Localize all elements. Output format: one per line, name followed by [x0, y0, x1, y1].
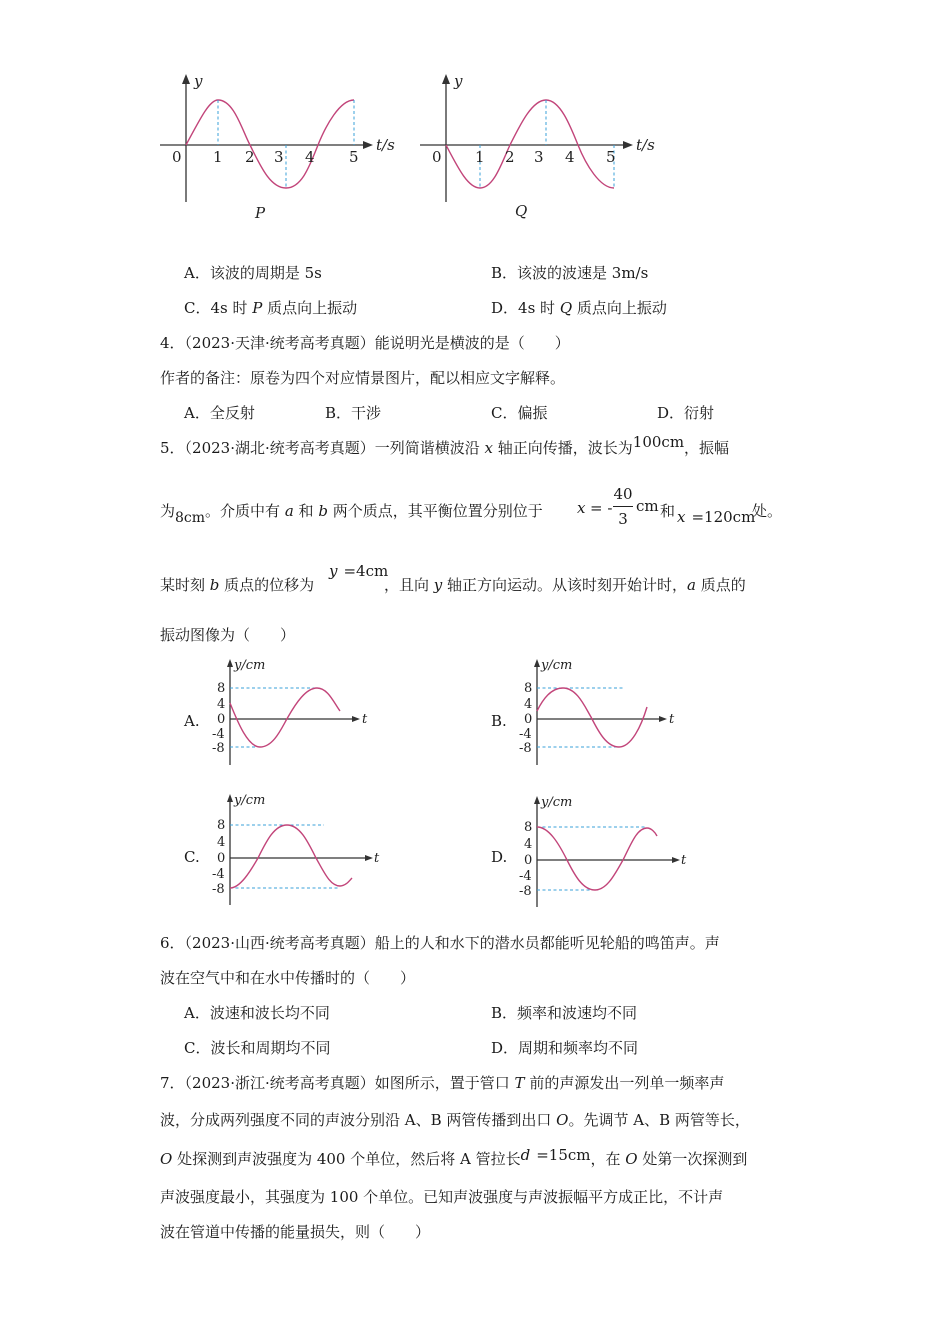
q6-option-d[interactable]: D．周期和频率均不同 [491, 1039, 639, 1057]
q5-graph-b-ytick: -8 [519, 741, 532, 756]
q5-line3-rest [384, 575, 746, 595]
q5-graph-c-ylabel: y/cm [234, 793, 266, 808]
figure-q-graph [410, 70, 670, 230]
q3-option-d-pre: D．4s 时 [491, 299, 560, 317]
q7-var-o: O [160, 1150, 173, 1168]
q5-graph-a-tlabel: t [362, 712, 368, 727]
q5-graph-c-tlabel: t [374, 851, 380, 866]
figure-q-tick: 2 [505, 148, 515, 166]
q5-xa-lhs: x [577, 499, 586, 517]
q5-text: 某时刻 [160, 576, 210, 594]
figure-p-tick: 1 [213, 148, 223, 166]
q5-graph-b-ytick: 4 [524, 697, 533, 712]
figure-p-label: P [255, 204, 266, 222]
figure-p-tick: 4 [305, 148, 315, 166]
q3-option-d-var: Q [559, 299, 573, 317]
q5-var-b: b [318, 502, 328, 520]
q7-line3 [160, 1146, 748, 1169]
q5-line4: 振动图像为（ ） [160, 626, 296, 644]
q4-option-b[interactable]: B．干涉 [325, 404, 382, 422]
q5-graph-d-ytick: 4 [524, 837, 533, 852]
q5-xa-fraction-bar [613, 506, 633, 507]
q5-text: 两个质点，其平衡位置分别位于 [327, 502, 543, 520]
q7-var-t: T [514, 1074, 525, 1092]
q7-text: 波，分成两列强度不同的声波分别沿 A、B 两管传播到出口 [160, 1111, 557, 1129]
q5-option-c-label[interactable]: C. [184, 848, 200, 866]
figure-q-ylabel: y [454, 72, 463, 90]
q6-line1: 6．（2023·山西·统考高考真题）船上的人和水下的潜水员都能听见轮船的鸣笛声。声 [160, 934, 720, 952]
q7-var-o: O [556, 1111, 569, 1129]
q5-text: 轴正向传播，波长为 [493, 439, 633, 457]
q6-option-a[interactable]: A．波速和波长均不同 [184, 1004, 330, 1022]
q5-graph-b-tlabel: t [669, 712, 675, 727]
q4-option-a[interactable]: A．全反射 [184, 404, 255, 422]
q3-option-c-post: 质点向上振动 [262, 299, 358, 317]
q5-text: ，振幅 [684, 439, 730, 457]
figure-q-tick: 3 [534, 148, 544, 166]
q5-text: 和 [293, 502, 319, 520]
q5-graph-b-ytick: 0 [524, 712, 533, 727]
q5-var-a: a [687, 576, 696, 594]
q5-text: 5．（2023·湖北·统考高考真题）一列简谐横波沿 [160, 439, 485, 457]
q5-graph-a-ytick: 4 [217, 697, 226, 712]
q5-graph-b-ytick: 8 [524, 681, 533, 696]
q3-option-b[interactable]: B．该波的波速是 3m/s [491, 264, 649, 282]
figure-q-tick: 4 [565, 148, 575, 166]
q4-stem: 4．（2023·天津·统考高考真题）能说明光是横波的是（ ） [160, 334, 570, 352]
q5-graph-d[interactable] [507, 792, 687, 912]
q7-line2 [160, 1110, 750, 1130]
figure-q-label: Q [515, 202, 528, 220]
q5-graph-c-ytick: 0 [217, 851, 226, 866]
q5-graph-c-ytick: 4 [217, 835, 226, 850]
q4-note: 作者的备注：原卷为四个对应情景图片，配以相应文字解释。 [160, 369, 566, 387]
q6-option-b[interactable]: B．频率和波速均不同 [491, 1004, 638, 1022]
figure-p-graph [150, 70, 410, 230]
q5-graph-a-ytick: -4 [212, 727, 225, 742]
figure-p-tlabel: t/s [376, 136, 395, 154]
q5-y-expr: y =4cm [329, 562, 389, 580]
q3-option-a[interactable]: A．该波的周期是 5s [184, 264, 322, 282]
figure-p-tick: 3 [274, 148, 284, 166]
q5-graph-b[interactable] [507, 655, 687, 770]
q5-line3 [160, 575, 314, 595]
q5-xa-unit: cm [636, 497, 659, 515]
q5-var-x: x [484, 439, 493, 457]
q3-option-c-pre: C．4s 时 [184, 299, 253, 317]
q6-option-c[interactable]: C．波长和周期均不同 [184, 1039, 331, 1057]
q4-option-d[interactable]: D．衍射 [657, 404, 715, 422]
q5-graph-d-ytick: 8 [524, 820, 533, 835]
figure-p-tick: 5 [349, 148, 359, 166]
q5-graph-d-ytick: -4 [519, 869, 532, 884]
q5-amplitude: 8cm [175, 510, 206, 526]
q5-xa-eq: = - [590, 499, 613, 517]
q7-text: 7．（2023·浙江·统考高考真题）如图所示，置于管口 [160, 1074, 515, 1092]
q3-option-d-post: 质点向上振动 [572, 299, 667, 317]
q5-text: 轴正方向运动。从该时刻开始计时， [442, 576, 688, 594]
q5-xa-numerator: 40 [613, 485, 633, 503]
q5-text-end: 处。 [752, 502, 783, 520]
q4-option-c[interactable]: C．偏振 [491, 404, 548, 422]
figure-p-tick: 2 [245, 148, 255, 166]
q7-d-value: =15cm [536, 1146, 591, 1164]
q3-option-c-var: P [252, 299, 263, 317]
q5-var-y: y [433, 576, 443, 594]
q5-text: 质点的位移为 [219, 576, 315, 594]
figure-q-tick: 0 [432, 148, 442, 166]
q5-xa-denominator: 3 [618, 510, 628, 528]
q5-graph-d-ytick: -8 [519, 884, 532, 899]
q5-wavelength: 100cm [632, 433, 685, 451]
q3-option-c[interactable] [184, 298, 357, 318]
q5-graph-a[interactable] [200, 655, 380, 770]
q5-text: ，且向 [384, 576, 434, 594]
q5-var-b: b [209, 576, 220, 594]
q5-graph-d-tlabel: t [681, 853, 687, 868]
q7-text: ，在 [590, 1150, 626, 1168]
q6-line2: 波在空气中和在水中传播时的（ ） [160, 969, 416, 987]
q5-graph-d-ylabel: y/cm [541, 795, 573, 810]
q5-line2 [160, 501, 543, 526]
q7-var-d: d [520, 1146, 531, 1164]
q7-line5: 波在管道中传播的能量损失，则（ ） [160, 1223, 431, 1241]
q7-text: 处探测到声波强度为 400 个单位，然后将 A 管拉长 [172, 1150, 521, 1168]
q5-graph-b-ytick: -4 [519, 727, 532, 742]
q5-text-and: 和 [660, 502, 676, 520]
q5-graph-d-ytick: 0 [524, 853, 533, 868]
q5-line1 [160, 433, 730, 458]
q5-graph-a-ytick: 8 [217, 681, 226, 696]
q5-graph-a-ylabel: y/cm [234, 658, 266, 673]
q5-graph-c-ytick: -4 [212, 867, 225, 882]
q7-text: 前的声源发出一列单一频率声 [524, 1074, 725, 1092]
q5-graph-c[interactable] [200, 790, 380, 910]
figure-q-tlabel: t/s [636, 136, 655, 154]
q5-var-a: a [284, 502, 294, 520]
q5-text: 。介质中有 [205, 502, 285, 520]
q5-graph-c-ytick: -8 [212, 882, 225, 897]
q7-text: 。先调节 A、B 两管等长， [568, 1111, 750, 1129]
figure-p-ylabel: y [194, 72, 203, 90]
q5-graph-b-ylabel: y/cm [541, 658, 573, 673]
q5-graph-a-ytick: 0 [217, 712, 226, 727]
q7-text: 处第一次探测到 [637, 1150, 748, 1168]
q3-option-d[interactable] [491, 298, 667, 318]
figure-q-tick: 5 [606, 148, 616, 166]
q5-option-a-label[interactable]: A. [184, 712, 200, 730]
q5-text: 为 [160, 502, 176, 520]
q7-var-o: O [625, 1150, 638, 1168]
q5-graph-c-ytick: 8 [217, 818, 226, 833]
q7-line1 [160, 1073, 724, 1093]
q5-option-b-label[interactable]: B. [491, 712, 507, 730]
figure-q-tick: 1 [475, 148, 485, 166]
q5-option-d-label[interactable]: D. [491, 848, 508, 866]
q7-line4: 声波强度最小，其强度为 100 个单位。已知声波强度与声波振幅平方成正比，不计声 [160, 1188, 724, 1206]
q5-xb: x =120cm [677, 508, 756, 526]
q5-graph-a-ytick: -8 [212, 741, 225, 756]
figure-p-tick: 0 [172, 148, 182, 166]
q5-text: 质点的 [696, 576, 746, 594]
